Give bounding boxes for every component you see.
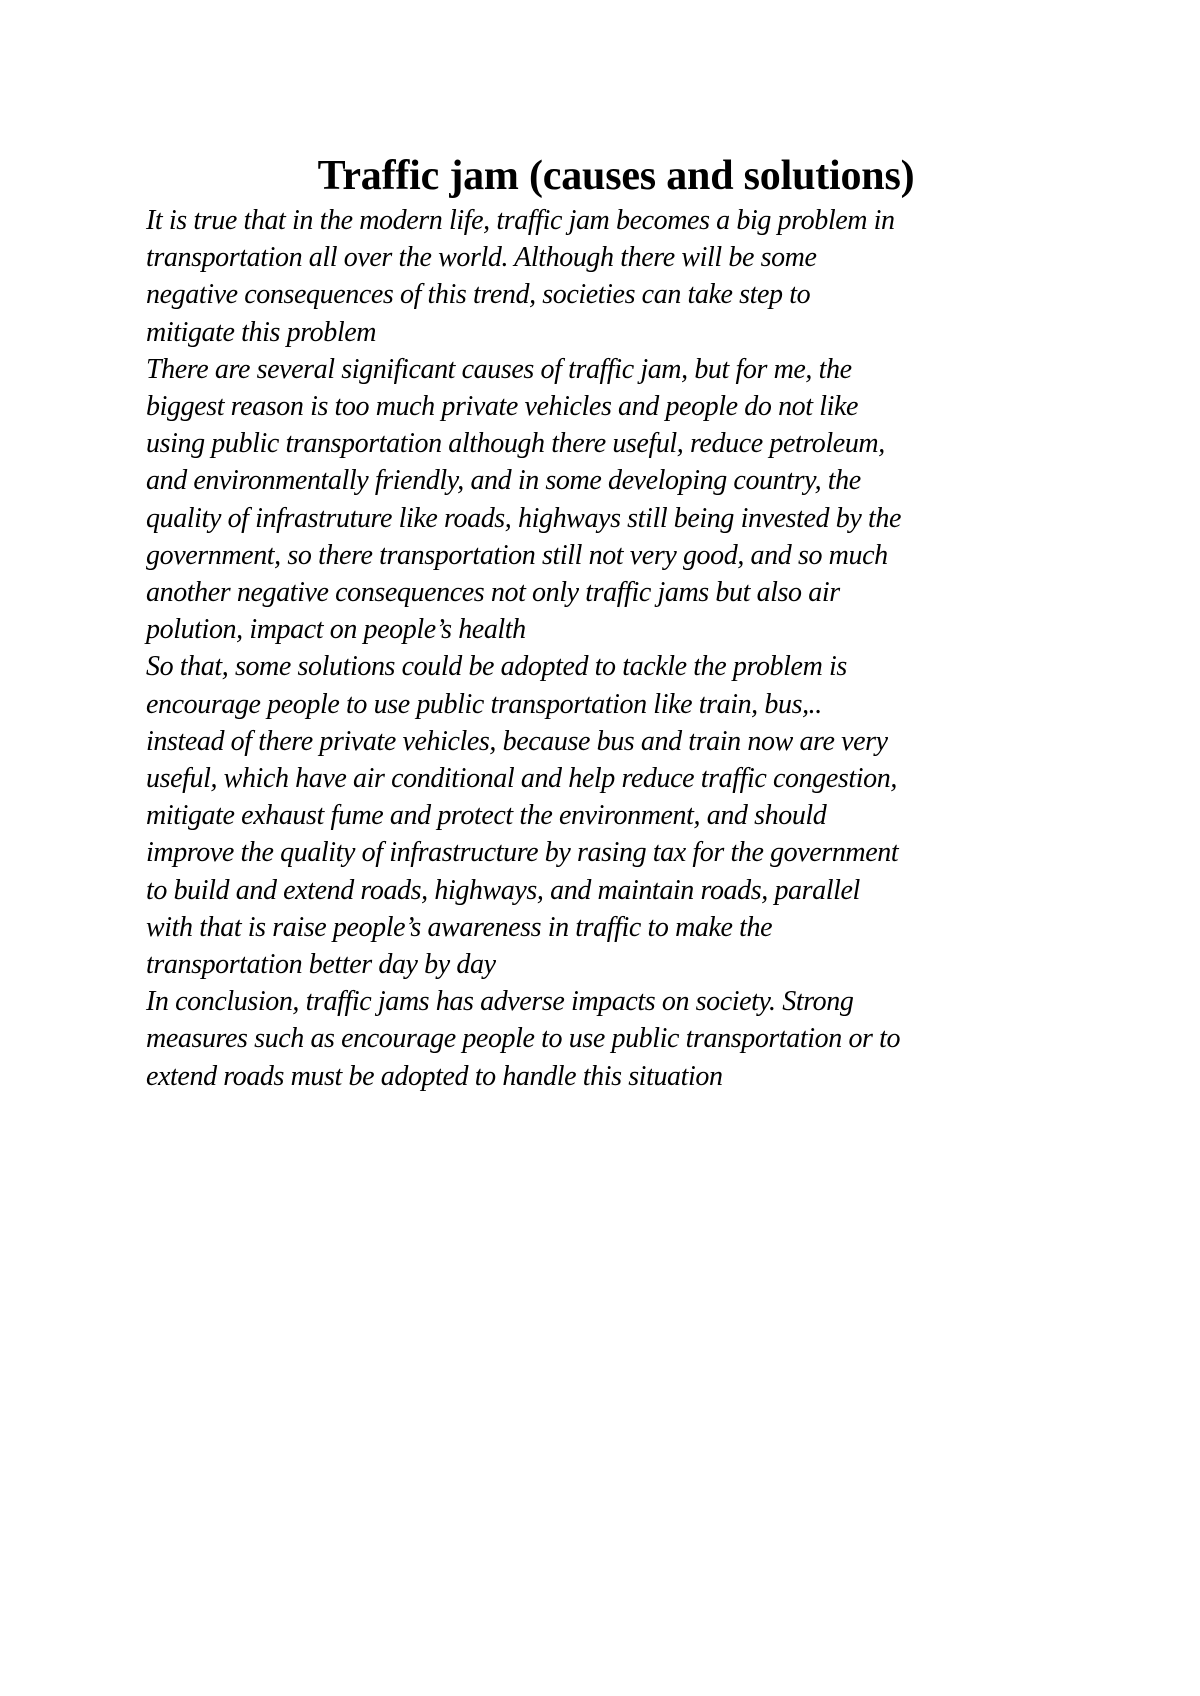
text-line: negative consequences of this trend, societies can take step to bbox=[146, 279, 811, 311]
text-line: polution, impact on people’s health bbox=[146, 614, 526, 646]
text-line: government, so there transportation still not very good, and so much bbox=[146, 539, 888, 571]
text-line: measures such as encourage people to use public transportation or to bbox=[146, 1023, 901, 1055]
text-line: In conclusion, traffic jams has adverse impacts on society. Strong bbox=[146, 986, 854, 1018]
text-line: transportation all over the world. Although there will be some bbox=[146, 242, 817, 274]
text-line: encourage people to use public transportation like train, bus,.. bbox=[146, 688, 822, 720]
text-line: transportation better day by day bbox=[146, 949, 496, 981]
text-line: and environmentally friendly, and in some developing country, the bbox=[146, 465, 861, 497]
text-line: It is true that in the modern life, traffic jam becomes a big problem in bbox=[146, 205, 895, 236]
text-line: extend roads must be adopted to handle this situation bbox=[146, 1060, 723, 1092]
text-line: So that, some solutions could be adopted to tackle the problem is bbox=[146, 651, 847, 683]
text-line: using public transportation although there useful, reduce petroleum, bbox=[146, 428, 885, 460]
text-line: useful, which have air conditional and help reduce traffic congestion, bbox=[146, 763, 897, 795]
text-line: mitigate exhaust fume and protect the environment, and should bbox=[146, 800, 827, 832]
document-content bbox=[146, 150, 1086, 1095]
text-line: mitigate this problem bbox=[146, 316, 377, 348]
text-line: another negative consequences not only traffic jams but also air bbox=[146, 577, 840, 609]
text-line: improve the quality of infrastructure by rasing tax for the government bbox=[146, 837, 899, 869]
document-title: Traffic jam (causes and solutions) bbox=[317, 153, 915, 199]
text-line: instead of there private vehicles, because bus and train now are very bbox=[146, 725, 888, 757]
text-line: biggest reason is too much private vehicles and people do not like bbox=[146, 391, 859, 423]
text-line: quality of infrastruture like roads, highways still being invested by the bbox=[146, 502, 901, 534]
text-line: There are several significant causes of traffic jam, but for me, the bbox=[146, 353, 852, 385]
text-line: to build and extend roads, highways, and maintain roads, parallel bbox=[146, 874, 860, 906]
document-body bbox=[146, 202, 1086, 1095]
text-line: with that is raise people’s awareness in traffic to make the bbox=[146, 911, 773, 943]
